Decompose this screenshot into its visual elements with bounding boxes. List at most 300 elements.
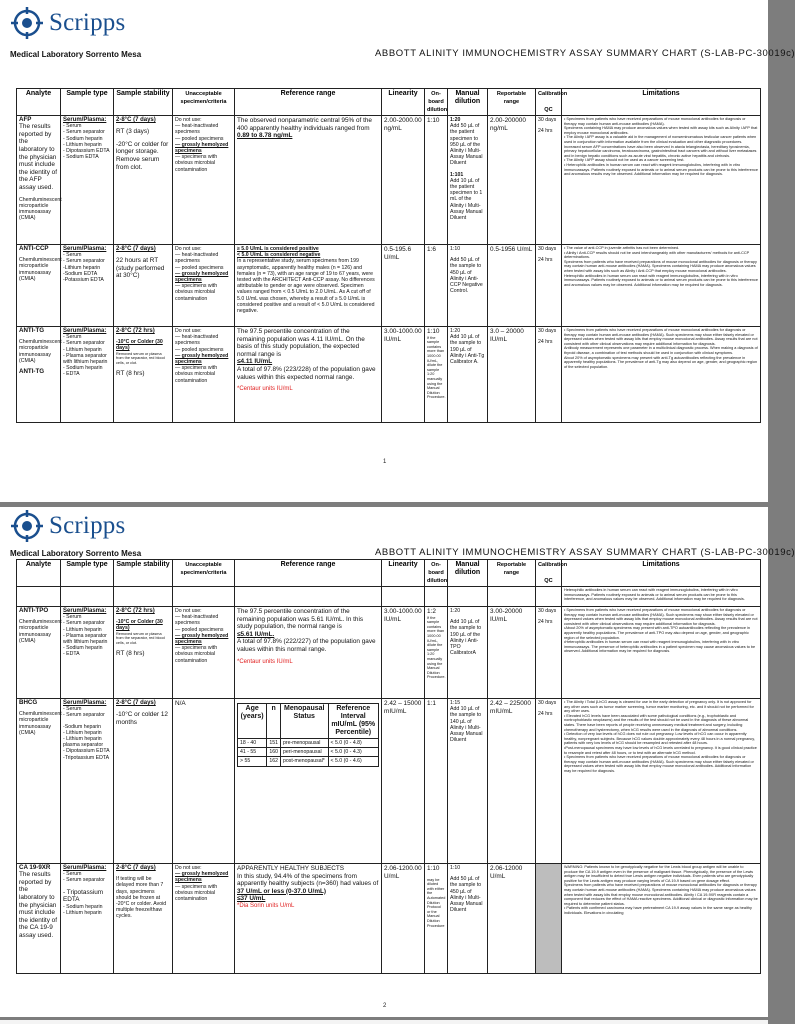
limitations-cell <box>562 587 761 607</box>
limitation-item: Antibody measurement represents one parameter in a multiclinical diagnostic process. When making a diagnosis of thyroid disease, a combination of test methods should be used in conjunction with clinical symptoms. <box>564 346 758 355</box>
calibration-frequency: 30 days <box>538 608 557 614</box>
manual-ratio: 1:20 <box>450 117 461 123</box>
col-reference: Reference range <box>235 560 382 587</box>
stability-room-temp: RT (8 hrs) <box>116 370 145 378</box>
tube-type: - Serum separator <box>63 712 105 719</box>
ref-table-cell: < 5.0 (0 - 4.6) <box>328 757 379 766</box>
tube-type: - Serum <box>63 123 82 130</box>
unacceptable-line: — pooled specimens <box>175 346 224 353</box>
col-onboard: On-board dilution <box>425 89 448 116</box>
analyte-cell <box>17 864 61 974</box>
limitation-item: • Patients with confirmed carcinoma may have pretreatment CA 19-9 assay values in the same range as healthy individuals. Elevations in circulating <box>564 906 752 915</box>
stability-cell <box>114 245 173 327</box>
manual-instructions: Add 10 µL of the patient specimen to 1 mL of the Alinity i Multi-Assay Manual Diluent <box>450 177 483 222</box>
tube-type: -Lithium heparin <box>63 264 101 271</box>
limitation-item: • The Alinity i Total β-hCG assay is cleared for use in the early detection of pregnancy only. It is not approved for any other uses such as tumor marker screening, tumor marker monitoring, etc. and it should not be performed for any other uses. <box>564 700 754 714</box>
unacceptable-line: — specimens with obvious microbial contamination <box>175 365 218 384</box>
diasorin-note: *Dia Sorin units U/mL <box>237 902 295 909</box>
unacceptable-line: Do not use: <box>175 608 202 614</box>
unacceptable-line: — pooled specimens <box>175 264 224 271</box>
calibration-frequency: 30 days <box>538 117 557 123</box>
reportable-cell <box>488 699 536 864</box>
sample-type-cell <box>61 116 114 245</box>
manual-instructions: Add 50 µL of the patient specimen to 950 µL of the Alinity i Multi-Assay Manual Diluent <box>450 123 483 167</box>
linearity-cell <box>382 245 425 327</box>
col-reference: Reference range <box>235 89 382 116</box>
tube-type: - Plasma separator with lithium heparin <box>63 632 108 646</box>
limitations-cell <box>562 245 761 327</box>
linearity-cell <box>382 116 425 245</box>
stability-frozen: -10°C or colder 12 months <box>116 711 168 726</box>
tube-type: - EDTA <box>63 371 80 378</box>
onboard-dilution: 1:10 <box>427 865 440 872</box>
ref-table-header: n <box>267 704 281 739</box>
calibration-label: Calibration <box>538 91 568 97</box>
ref-table-row <box>238 739 379 748</box>
reference-cell <box>235 327 382 423</box>
limitation-item: •Heterophilic antibodies in human serum can react with reagent immunoglobulins, interfering with in vitro immunoassays. The presence of heterophilic antibodies in a patient specimen may cause anomalous values to be observed. Additional information may be required for diagnosis. <box>564 640 756 654</box>
limitation-item: •About 20% of asymptomatic specimens may present with anti-TPO autoantibodies reflecting the prevalence in apparently healthy populations. The prevalence of anti-TPO may also depend on age, gender, and geographic region of the selected population. <box>564 626 750 640</box>
unacceptable-line: — grossly hemolyzed specimens <box>175 352 229 366</box>
assay-table-page-2 <box>16 559 761 974</box>
ref-table-cell: pre-menopausal <box>280 739 328 748</box>
col-analyte: Analyte <box>17 560 61 587</box>
col-calibration <box>536 560 568 587</box>
manual-cell <box>448 116 488 245</box>
limitations-cell <box>562 327 761 423</box>
col-reportable: Reportable range <box>488 89 536 116</box>
stability-refrigerated: 2-8°C (72 hrs) <box>116 328 155 334</box>
ref-table-cell: 160 <box>267 748 281 757</box>
col-unacceptable: Unacceptable specimen/criteria <box>173 89 235 116</box>
col-stability: Sample stability <box>114 560 173 587</box>
manual-instructions: Add 10 µL of the sample to 140 µL of Alinity i Multi-Assay Manual Diluent <box>450 706 483 744</box>
table-row-anti-tg <box>17 327 761 423</box>
site-name: Medical Laboratory Sorrento Mesa <box>10 50 142 59</box>
manual-instructions: Add 50 µL of the sample to 450 µL of Alinity i Anti-CCP Negative Control. <box>450 257 483 295</box>
limitation-item: • Specimens from patients who have received preparations of mouse monoclonal antibodies for diagnosis or therapy may contain human anti-mouse antibodies (HAMA). Such specimens may show either falsely elevated or depressed values when tested with assay kits that employ mouse monoclonal antibodies. Assay results that are not consistent with other clinical observations may require additional information for diagnosis. <box>564 608 758 626</box>
limitation-item: • Elevated hCG levels have been associated with some pathological conditions (e.g., trophoblastic and nontrophoblastic neoplasms) and the results of the test should not be used in the diagnosis of these abnormal states. There have been reports of people receiving unnecessary medical treatment and surgery, including chemotherapy and hysterectomy, when hCG results were used in the diagnosis of abnormal conditions. <box>564 713 749 732</box>
limitation-item: • Specimens from patients who have received preparations of mouse monoclonal antibodies for diagnosis or therapy may contain human anti-mouse antibodies (HAMA). Such specimens may show either falsely elevated or depressed values when tested with assay kits that employ mouse monoclonal antibodies. Additional information may be required for diagnosis. <box>564 755 754 773</box>
reportable-range: 0.5-1956 U/mL <box>490 246 533 253</box>
reportable-range: 2.00-200000 ng/mL <box>490 117 526 132</box>
stability-refrigerated: 2-8°C (72 hrs) <box>116 608 155 614</box>
stability-refrigerated: 2-8°C (7 days) <box>116 117 156 123</box>
analyte-cell <box>17 607 61 699</box>
calibration-frequency: 30 days <box>538 700 557 706</box>
onboard-cell <box>425 607 448 699</box>
col-linearity: Linearity <box>382 560 425 587</box>
analyte-name: AFP <box>19 116 32 123</box>
manual-ratio: 1:15 <box>450 700 461 706</box>
site-name: Medical Laboratory Sorrento Mesa <box>10 549 142 558</box>
tube-type: -Tripotassium EDTA <box>63 754 110 761</box>
tube-type: - Serum <box>63 252 82 259</box>
onboard-cell <box>425 327 448 423</box>
tube-type: -Sodium EDTA <box>63 270 98 277</box>
stability-room-temp: RT (8 hrs) <box>116 650 145 658</box>
scripps-logo <box>10 6 125 40</box>
reference-text: A total of 97.8% (222/227) of the population gave values within this normal range. <box>237 638 376 653</box>
limitation-item: •Post-menopausal specimens may have low levels of hCG levels unrelated to pregnancy. It is good clinical practice to resample and retest after 48 hours, or to test with an alternate hCG method. <box>564 745 757 755</box>
reference-cell <box>235 607 382 699</box>
calibration-frequency: 30 days <box>538 246 557 252</box>
unacceptable-cell <box>173 116 235 245</box>
stability-cell <box>114 116 173 245</box>
sample-type-heading: Serum/Plasma: <box>63 328 107 334</box>
unacceptable-line: Do not use: <box>175 865 202 871</box>
unacceptable-line: — specimens with obvious microbial contamination <box>175 645 218 664</box>
ref-table-cell: 41 - 55 <box>238 748 267 757</box>
analyte-cell <box>17 327 61 423</box>
limitation-item: • Detection of very low levels of hCG does not rule out pregnancy. Low levels of hCG can occur in apparently healthy, nonpregnant subjects. Because hCG values double approximately every 48 hours in a normal pregnancy, patients with very low levels of hCG should be resampled and retested after 48 hours. <box>564 732 755 746</box>
col-calibration <box>536 89 568 116</box>
linearity-value: 2.42 – 15000 mIU/mL <box>384 700 422 715</box>
sample-type-heading: Serum/Plasma: <box>63 117 107 123</box>
manual-ratio: 1:101 <box>450 171 464 178</box>
tube-type: - Serum separator <box>63 620 105 627</box>
limitation-item: Specimens containing HAMA may produce anomalous values when tested with assay kits such as Alinity i AFP that employ mouse monoclonal antibodies. <box>564 126 758 135</box>
limitation-item: • Specimens from patients who have received preparations of mouse monoclonal antibodies for diagnosis or therapy may contain human anti-mouse antibodies (HAMA). <box>564 117 746 126</box>
manual-ratio: 1:10 <box>450 246 461 252</box>
tube-type: -Potassium EDTA <box>63 277 104 284</box>
method: Chemiluminescent microparticle immunoassay (CMIA) <box>19 619 62 644</box>
unacceptable-line: Do not use: <box>175 117 202 123</box>
limitation-item: • The Alinity i AFP assay is a valuable aid in the management of nonseminomatous testicular cancer patients when used in conjunction with information available from the clinical evaluation and other diagnostic procedures. Increased serum AFP concentrations have also been observed in ataxia telangiectasia, hereditary tyrosinemia, primary hepatocellular carcinoma, teratocarcinoma, gastrointestinal tract cancers with and without liver metastases and in benign hepatic conditions such as acute viral hepatitis, chronic active hepatitis and cirrhosis. <box>564 135 757 158</box>
document-page-1 <box>0 0 795 502</box>
table-row-anti-ccp <box>17 245 761 327</box>
reportable-cell <box>488 864 536 974</box>
reference-positive: ≥ 5.0 U/mL is considered positive <box>237 246 319 252</box>
page-number: 1 <box>383 459 387 465</box>
calibration-cell <box>536 607 562 699</box>
stability-refrigerated: 2-8°C (7 days) <box>116 246 156 252</box>
onboard-cell <box>425 116 448 245</box>
reference-text: In a representative study, serum specimens from 199 asymptomatic, apparently healthy males (n = 126) and females (n = 73), with an age range of 19 to 67 years, were tested with the ARCHITECT Anti-CCP assay. No differences attributable to gender or age were observed. Specimen values ranged from < 0.5 U/mL to 2.0 U/mL. As A cut off of 5.0 U/mL was chosen, whereby a result of ≥ 5.0 U/mL is considered positive and a result of < 5.0 U/mL is considered negative. <box>237 258 375 315</box>
table-row-bhcg <box>17 699 761 864</box>
unacceptable-line: — pooled specimens <box>175 135 224 142</box>
col-stability: Sample stability <box>114 89 173 116</box>
centaur-note: *Centaur units IU/mL <box>237 658 293 665</box>
col-linearity: Linearity <box>382 89 425 116</box>
onboard-dilution: 1:10 <box>427 328 440 335</box>
unacceptable-cell <box>173 327 235 423</box>
linearity-value: 3.00-1000.00 IU/mL <box>384 608 422 623</box>
reference-range-value: ≤37 U/mL <box>237 895 266 903</box>
analyte-name: BHCG <box>19 699 38 706</box>
unacceptable-line: — grossly hemolyzed specimens <box>175 871 229 884</box>
limitations-cell <box>562 864 761 974</box>
sample-type-heading: Serum/Plasma: <box>63 608 107 614</box>
unacceptable-line: — heat-inactivated specimens <box>175 334 219 347</box>
ref-table-row <box>238 748 379 757</box>
calibration-cell <box>536 245 562 327</box>
manual-cell <box>448 864 488 974</box>
limitation-item: Heterophilic antibodies in human serum can react with reagent immunoglobulins, interfering with in vitro immunoassays. Patients routinely exposed to animals or to animal serum products can be prone to this interference and anomalous values may be observed. Additional information may be required for diagnosis. <box>564 273 758 287</box>
stability-frozen: -10°C or Colder (30 days) <box>116 619 163 632</box>
manual-cell <box>448 699 488 864</box>
stability-note: Removed serum or plasma from the separator, red blood cells, or clot. <box>116 351 165 365</box>
tube-type: - Sodium heparin <box>63 645 103 652</box>
reference-range-value: ≤5.61 IU/mL. <box>237 630 275 638</box>
qc-label: QC <box>544 107 553 113</box>
assay-table-page-1 <box>16 88 761 423</box>
onboard-dilution: 1:1 <box>427 700 436 707</box>
onboard-dilution: 1:6 <box>427 246 436 253</box>
col-sample-type: Sample type <box>61 89 114 116</box>
sample-type-heading: Serum/Plasma: <box>63 246 107 252</box>
manual-ratio: 1:20 <box>450 328 461 334</box>
ref-table-header: Age (years) <box>238 704 267 739</box>
page-number: 2 <box>383 1003 387 1009</box>
table-row-anti-tpo <box>17 607 761 699</box>
unacceptable-cell <box>173 607 235 699</box>
bhcg-reference-table <box>237 703 379 767</box>
tube-type: - Sodium heparin <box>63 135 103 142</box>
qc-frequency: 24 hrs <box>538 619 553 626</box>
tube-type: - Tripotassium EDTA <box>63 888 104 904</box>
tube-type: - Serum separator <box>63 258 105 265</box>
analyte-name: ANTI-CCP <box>19 245 49 252</box>
manual-cell <box>448 245 488 327</box>
limitations-label: Limitations <box>642 561 680 568</box>
tube-type: - Lithium heparin <box>63 626 102 633</box>
col-onboard: On-board dilution <box>425 560 448 587</box>
document-page-2 <box>0 507 795 1017</box>
analyte-name: ANTI-TPO <box>19 607 49 614</box>
unacceptable-line: — grossly hemolyzed specimens <box>175 141 229 155</box>
manual-cell <box>448 327 488 423</box>
stability-note: Removed serum or plasma from the separator, red blood cells, or clot. <box>116 631 165 645</box>
analyte-name-secondary: ANTI-TG <box>19 368 45 376</box>
sample-type-cell <box>61 607 114 699</box>
linearity-cell <box>382 699 425 864</box>
table-row-carryover <box>17 587 761 607</box>
onboard-note: may be diluted with either the Automated Dilution Protocol or the Manual Dilution Procedure <box>427 877 446 928</box>
stability-cell <box>114 699 173 864</box>
analyte-note: The results reported by the laboratory to the physician must include the identity of the CA 19-9 assay used. <box>19 871 58 939</box>
analyte-cell <box>17 699 61 864</box>
limitation-item: • Heterophilic antibodies in human serum can react with reagent immunoglobulins, interfering with in vitro immunoassays. Patients routinely exposed to animals or to animal serum products can be prone to this interference and anomalous results may be observed. Additional information may be required for diagnosis. <box>564 162 758 177</box>
document-page-3-edge <box>0 1020 768 1024</box>
manual-ratio: 1:20 <box>450 608 461 614</box>
limitation-item: • Alinity i Anti-CCP results should not be used interchangeably with other manufacturers' methods for anti-CCP determinations. <box>564 250 750 260</box>
reference-cell <box>235 864 382 974</box>
ref-table-cell: post-menopausal* <box>280 757 328 766</box>
onboard-dilution: 1:10 <box>427 117 440 124</box>
tube-type: - Sodium heparin <box>63 365 103 372</box>
tube-type: - Sodium EDTA <box>63 154 99 161</box>
limitation-item: Specimens from patients who have received preparations of mouse monoclonal antibodies for diagnosis or therapy may contain human anti-mouse antibodies (HAMA). Specimens containing HAMA may produce anomalous values when tested with assay kits that employ mouse monoclonal antibodies. Alinity i CA 19-9XR reagents contain a component that reduces the effect of HAMA reactive specimens. Additional clinical or diagnostic information may be required to determine patient status. <box>564 883 758 906</box>
unacceptable-line: — heat-inactivated specimens <box>175 252 219 265</box>
reference-text: In this study, 94.4% of the specimens from apparently healthy subjects (n=360) had values of <box>237 872 379 888</box>
linearity-value: 2.06-1200.00 U/mL <box>384 865 422 880</box>
tube-type: - Serum <box>63 871 82 878</box>
manual-instructions: Add 10 µL of the sample to 190 µL of the Alinity i Anti-TPO CalibratorA <box>450 619 482 657</box>
reference-range-value: 37 U/mL or less (0-37.0 U/mL) <box>237 887 327 895</box>
limitation-item: • The Alinity i AFP assay should not be used as a cancer screening test. <box>564 158 685 163</box>
calibration-cell <box>536 327 562 423</box>
limitation-item: WARNING: Patients known to be genotypically negative for the Lewis blood group antigen will be unable to produce the CA 19-9 antigen even in the presence of malignant tissue. Phenotypically, the presence of the Lewis antigen may be insufficient to detect true Lewis antigen negative individuals. Even patients who are genotypically positive for the Lewis antigen may produce varying levels of CA 19-9 based on gene dosage effect. <box>564 865 754 883</box>
unacceptable-line: — grossly hemolyzed specimens <box>175 270 229 284</box>
reference-range-value: ≤4.11 IU/mL <box>237 358 273 366</box>
stability-frozen: If testing will be delayed more than 7 days, specimens should be frozen at -20°C or colder. Avoid multiple freeze/thaw cycles. <box>116 876 167 920</box>
tube-type: - Lithium heparin plasma separator <box>63 736 104 749</box>
manual-ratio: 1:10 <box>450 865 461 871</box>
limitation-item: • Specimens from patients who have received preparations of mouse monoclonal antibodies for diagnosis or therapy may contain human anti-mouse antibodies (HAMA). Such specimens may show either falsely elevated or depressed values when tested with assay kits that employ mouse monoclonal antibodies. Assay results that are not consistent with other clinical observations may require additional information for diagnosis. <box>564 328 758 346</box>
unacceptable-line: — grossly hemolyzed specimens <box>175 632 229 646</box>
tube-type: - Dipotassium EDTA <box>63 748 110 755</box>
tube-type: - Serum <box>63 706 82 713</box>
col-limitations: Limitations <box>562 89 761 116</box>
onboard-note: If the sample contains more than 1000.00 IU/mL, dilute the sample 1:20 manually using the Manual Dilution Procedure. <box>427 335 446 400</box>
scripps-logo-icon <box>10 6 44 40</box>
tube-type: - Serum <box>63 334 82 341</box>
unacceptable-line: — specimens with obvious microbial contamination <box>175 283 218 302</box>
col-sample-type: Sample type <box>61 560 114 587</box>
col-limitations <box>562 560 761 587</box>
analyte-name: ANTI-TG <box>19 327 45 334</box>
stability-room-temp: 22 hours at RT (study performed at 30°C) <box>116 257 165 280</box>
reference-cell <box>235 699 382 864</box>
qc-frequency: 24 hrs <box>538 257 553 264</box>
sample-type-cell <box>61 327 114 423</box>
calibration-cell <box>536 864 562 974</box>
tube-type: - Lithium heparin <box>63 910 102 916</box>
table-row-afp <box>17 116 761 245</box>
onboard-dilution: 1:2 <box>427 608 436 615</box>
method: Chemiluminescent microparticle immunoassay (CMIA) <box>19 257 62 282</box>
stability-frozen: -20°C or colder for longer storage. Remove serum from clot. <box>116 140 169 171</box>
method: Chemiluminescent microparticle immunoassay (CMIA) <box>19 711 62 736</box>
col-unacceptable: Unacceptable specimen/criteria <box>173 560 235 587</box>
tube-type: - Lithium heparin <box>63 729 102 736</box>
sample-type-cell <box>61 864 114 974</box>
ref-table-header: Reference Interval mIU/mL (95% Percentile) <box>328 704 379 739</box>
method: Chemiluminescent microparticle immunoassay (CMIA) <box>19 196 62 222</box>
unacceptable-line: — heat-inactivated specimens <box>175 614 219 627</box>
linearity-value: 0.5-195.6 U/mL <box>384 246 412 261</box>
reference-text: The 97.5 percentile concentration of the remaining population was 5.61 IU/mL. In this study population, the normal range is <box>237 608 364 631</box>
scripps-logo <box>10 509 125 543</box>
onboard-cell <box>425 699 448 864</box>
tube-type: -Sodium heparin <box>63 723 102 730</box>
limitation-item: Heterophilic antibodies in human serum can react with reagent immunoglobulins, interfering with in vitro immunoassays. Patients routinely exposed to animals or to animal serum products can be prone to this interference, and anomalous values may be observed. Additional information may be required for diagnosis. <box>564 588 745 602</box>
reference-text: The 97.5 percentile concentration of the remaining population was 4.11 IU/mL. On the basis of this study population, the expected normal range is <box>237 328 365 358</box>
linearity-cell <box>382 607 425 699</box>
sample-type-cell <box>61 699 114 864</box>
qc-frequency: 24 hrs <box>538 711 553 718</box>
linearity-value: 3.00-1000.00 IU/mL <box>384 328 422 343</box>
reportable-cell <box>488 607 536 699</box>
col-reportable: Reportable range <box>488 560 536 587</box>
sample-type-cell <box>61 245 114 327</box>
limitation-item: • The value of anti-CCP in juvenile arthritis has not been determined. <box>564 246 680 250</box>
col-manual: Manual dilution <box>448 560 488 587</box>
onboard-cell <box>425 245 448 327</box>
reference-heading: APPARENTLY HEALTHY SUBJECTS <box>237 865 345 872</box>
qc-label: QC <box>544 578 553 584</box>
tube-type: - EDTA <box>63 651 80 658</box>
unacceptable-cell <box>173 864 235 974</box>
stability-refrigerated: 2-8°C (7 days) <box>116 865 156 871</box>
brand-name: Scripps <box>49 512 126 539</box>
scripps-logo-icon <box>10 509 44 543</box>
sample-type-heading: Serum/Plasma: <box>63 865 107 871</box>
tube-type: - Serum separator <box>63 340 105 347</box>
reference-range-value: 0.89 to 8.78 ng/mL <box>237 132 293 140</box>
tube-type: - Serum separator <box>63 877 105 884</box>
analyte-name: CA 19-9XR <box>19 864 51 871</box>
calibration-cell <box>536 699 562 864</box>
tube-type: - Lithium heparin <box>63 141 102 148</box>
col-analyte: Analyte <box>17 89 61 116</box>
unacceptable-line: Do not use: <box>175 328 202 334</box>
brand-name: Scripps <box>49 9 126 36</box>
unacceptable-line: — specimens with obvious microbial contamination <box>175 883 218 903</box>
stability-refrigerated: 2-8°C (7 days) <box>116 700 156 706</box>
stability-cell <box>114 327 173 423</box>
stability-cell <box>114 607 173 699</box>
reportable-cell <box>488 327 536 423</box>
onboard-cell <box>425 864 448 974</box>
unacceptable-value: N/A <box>175 700 186 707</box>
reference-text: The observed nonparametric central 95% of the 400 apparently healthy individuals ranged from <box>237 117 372 132</box>
unacceptable-line: — specimens with obvious microbial contamination <box>175 154 218 173</box>
unacceptable-line: — heat-inactivated specimens <box>175 123 219 136</box>
stability-room-temp: RT (3 days) <box>116 128 150 136</box>
qc-frequency: 24 hrs <box>538 128 553 135</box>
limitation-item: Specimens from patients who have received preparations of mouse monoclonal antibodies for diagnosis or therapy may contain human anti-mouse antibodies (HAMA). Specimens containing HAMA may produce anomalous values when tested with assay kits such as Alinity i Anti-CCP that employ mouse monoclonal antibodies. <box>564 259 757 273</box>
centaur-note: *Centaur units IU/mL <box>237 386 293 393</box>
ref-table-cell: < 5.0 (0 - 4.8) <box>328 739 379 748</box>
method: Chemiluminescent microparticle immunoassay (CMIA) <box>19 339 62 364</box>
reportable-cell <box>488 245 536 327</box>
manual-cell <box>448 607 488 699</box>
stability-cell <box>114 864 173 974</box>
table-row-ca199 <box>17 864 761 974</box>
ref-table-row <box>238 757 379 766</box>
calibration-frequency: 30 days <box>538 328 557 334</box>
tube-type: - Lithium heparin <box>63 346 102 353</box>
table-header-row <box>17 560 761 587</box>
reportable-range: 3.0 – 20000 IU/mL <box>490 328 524 343</box>
ref-table-cell: peri-menopausal <box>280 748 328 757</box>
table-header-row <box>17 89 761 116</box>
limitation-item: About 20% of asymptomatic specimens may present with anti-Tg autoantibodies reflecting the prevalence in apparently healthy populations. The prevalence of anti-Tg may also depend on age, gender, and geographic region of the selected population. <box>564 355 758 369</box>
stability-frozen: -10°C or Colder (30 days) <box>116 339 163 352</box>
limitations-cell <box>562 607 761 699</box>
chart-title: ABBOTT ALINITY IMMUNOCHEMISTRY ASSAY SUMMARY CHART (S-LAB-PC-30019c) <box>375 48 795 59</box>
manual-instructions: Add 10 µL of the sample to 190 µL of Alinity i Anti-Tg Calibrator A. <box>450 334 485 366</box>
tube-type: - Sodium heparin <box>63 903 103 910</box>
reportable-range: 2.42 – 225000 mIU/mL <box>490 700 531 715</box>
reference-text: A total of 97.8% (223/228) of the population gave values within this expected normal range. <box>237 365 376 381</box>
ref-table-cell: 151 <box>267 739 281 748</box>
reference-cell <box>235 245 382 327</box>
unacceptable-cell <box>173 245 235 327</box>
ref-table-header: Menopausal Status <box>280 704 328 739</box>
tube-type: - Plasma separator with lithium heparin <box>63 352 108 366</box>
manual-instructions: Add 50 µL of the sample to 450 µL of Alinity i Multi-Assay Manual Diluent <box>450 876 483 914</box>
unacceptable-line: — pooled specimens <box>175 626 224 633</box>
onboard-note: If the sample contains more than 1000.00 IU/mL, dilute the sample 1:20 manually using the Manual Dilution Procedure. <box>427 615 446 680</box>
unacceptable-cell <box>173 699 235 864</box>
reference-negative: < 5.0 U/mL is considered negative <box>237 252 321 259</box>
unacceptable-line: Do not use: <box>175 246 202 252</box>
qc-frequency: 24 hrs <box>538 339 553 346</box>
ref-table-cell: 18 - 40 <box>238 739 267 748</box>
